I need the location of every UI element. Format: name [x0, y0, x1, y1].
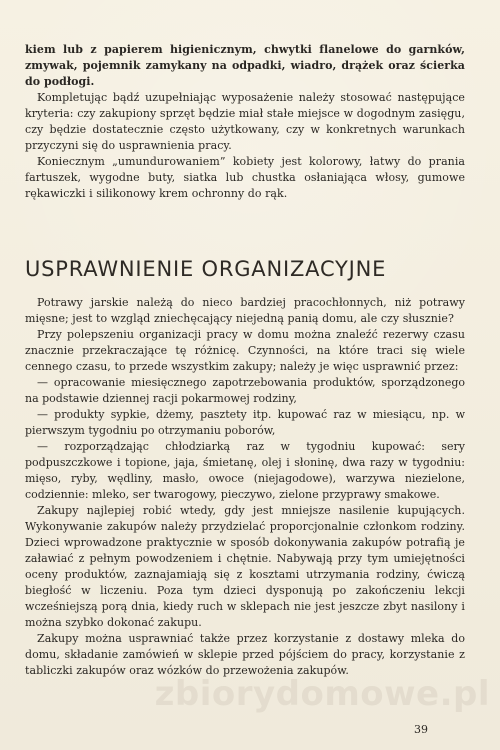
intro-paragraph-1: kiem lub z papierem higienicznym, chwytki flanelowe do garnków, zmywak, pojemnik zamykany na odpadki, wiadro, drążek oraz ścierka do podłogi. — [25, 43, 465, 88]
paragraph-4: Zakupy można usprawniać także przez korzystanie z dostawy mleka do domu, składanie zamówień w sklepie przed pójściem do pracy, korzystanie z tabliczki zakupów oraz wózków do przewożenia zakupów. — [25, 632, 465, 677]
page-content — [25, 42, 465, 679]
intro-paragraph-2: Kompletując bądź uzupełniając wyposażenie należy stosować następujące kryteria: czy zakupiony sprzęt będzie miał stałe miejsce w dogodnym zasięgu, czy będzie dostatecznie często użytkowany, czy w konkretnych warunkach przyczyni się do usprawnienia pracy. — [25, 91, 465, 152]
paragraph-1: Potrawy jarskie należą do nieco bardziej pracochłonnych, niż potrawy mięsne; jest to wzgląd zniechęcający niejedną panią domu, ale czy słusznie? — [25, 296, 465, 325]
watermark: zbiorydomowe.pl — [154, 674, 490, 714]
list-item-3: — rozporządzając chłodziarką raz w tygodniu kupować: sery podpuszczkowe i topione, jaja, śmietanę, olej i słoninę, dwa razy w tygodniu: mięso, ryby, wędliny, masło, owoce (niejagodowe), warzywa niezielone, codziennie: mleko, ser twarogowy, pieczywo, zielone przyprawy smakowe. — [25, 440, 465, 501]
page-number: 39 — [414, 723, 428, 736]
list-item-1: — opracowanie miesięcznego zapotrzebowania produktów, sporządzonego na podstawie dziennej racji pokarmowej rodziny, — [25, 376, 465, 405]
intro-paragraph-3: Koniecznym „umundurowaniem” kobiety jest kolorowy, łatwy do prania fartuszek, wygodne buty, siatka lub chustka osłaniająca włosy, gumowe rękawiczki i silikonowy krem ochronny do rąk. — [25, 155, 465, 200]
paragraph-3: Zakupy najlepiej robić wtedy, gdy jest mniejsze nasilenie kupujących. Wykonywanie zakupów należy przydzielać proporcjonalnie członkom rodziny. Dzieci wprowadzone praktycznie w sposób dokonywania zakupów potrafią je załawiać z pełnym powodzeniem i chętnie. Nabywają przy tym umiejętności oceny produktów, zaznajamiają się z kosztami utrzymania rodziny, ćwiczą biegłość w liczeniu. Poza tym dzieci dysponują po zakończeniu lekcji wcześniejszą porą dnia, kiedy ruch w sklepach nie jest jeszcze zbyt nasilony i można szybko dokonać zakupu. — [25, 504, 465, 629]
list-item-2: — produkty sypkie, dżemy, pasztety itp. kupować raz w miesiącu, np. w pierwszym tygodniu po otrzymaniu poborów, — [25, 408, 465, 437]
paragraph-2: Przy polepszeniu organizacji pracy w domu można znaleźć rezerwy czasu znacznie przekraczające tę różnicę. Czynności, na które traci się wiele cennego czasu, to przede wszystkim zakupy; należy je więc usprawnić przez: — [25, 328, 465, 373]
section-title: USPRAWNIENIE ORGANIZACYJNE — [25, 257, 387, 281]
